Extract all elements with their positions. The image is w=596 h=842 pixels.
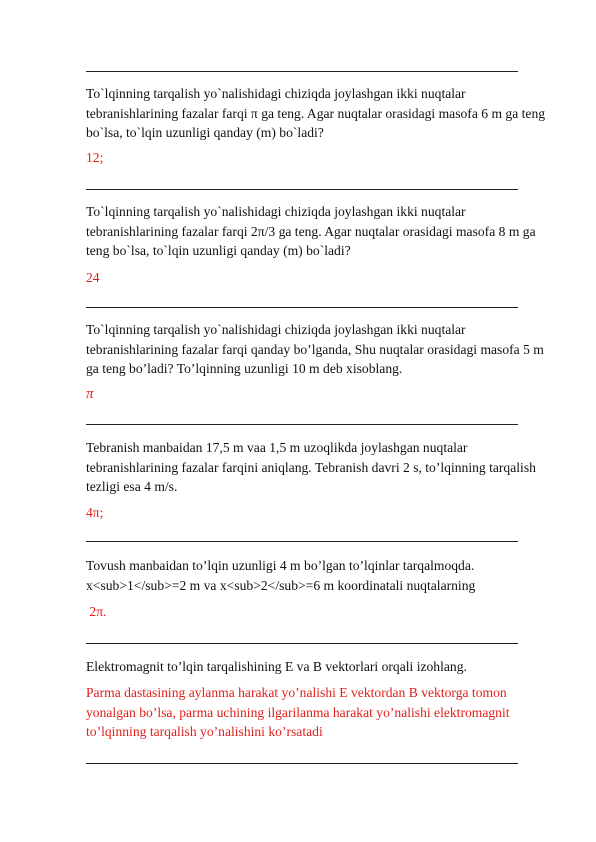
divider bbox=[86, 424, 518, 425]
divider bbox=[86, 71, 518, 72]
question-1: To`lqinning tarqalish yo`nalishidagi chiziqda joylashgan ikki nuqtalar tebranishlarining fazalar farqi π ga teng. Agar nuqtalar orasidagi masofa 6 m ga teng bo`lsa, to`lqin uzunligi qanday (m) bo`ladi? bbox=[86, 86, 546, 140]
answer-3: π bbox=[86, 386, 94, 402]
answer-4: 4π; bbox=[86, 505, 104, 520]
answer-2: 24 bbox=[86, 270, 100, 285]
answer-1: 12; bbox=[86, 150, 104, 165]
question-6: Elektromagnit to’lqin tarqalishining E va B vektorlari orqali izohlang. bbox=[86, 659, 467, 674]
divider bbox=[86, 541, 518, 542]
question-5: Tovush manbaidan to’lqin uzunligi 4 m bo’lgan to’lqinlar tarqalmoqda. x<sub>1</sub>=2 m va x<sub>2</sub>=6 m koordinatali nuqtalarning bbox=[86, 558, 476, 593]
question-2: To`lqinning tarqalish yo`nalishidagi chiziqda joylashgan ikki nuqtalar tebranishlarining fazalar farqi 2π/3 ga teng. Agar nuqtalar orasidagi masofa 8 m ga teng bo`lsa, to`lqin uzunligi qanday (m) bo`ladi? bbox=[86, 204, 536, 258]
answer-6: Parma dastasining aylanma harakat yo’nalishi E vektordan B vektorga tomon yonalgan bo’lsa, parma uchining ilgarilanma harakat yo’nalishi elektromagnit to’lqinning tarqalish yo’nalishini ko’rsatadi bbox=[86, 685, 510, 739]
question-4: Tebranish manbaidan 17,5 m vaa 1,5 m uzoqlikda joylashgan nuqtalar tebranishlarining fazalar farqini aniqlang. Tebranish davri 2 s, to’lqinning tarqalish tezligi esa 4 m/s. bbox=[86, 440, 536, 494]
divider bbox=[86, 189, 518, 190]
question-3: To`lqinning tarqalish yo`nalishidagi chiziqda joylashgan ikki nuqtalar tebranishlarining fazalar farqi qanday bo’lganda, Shu nuqtalar orasidagi masofa 5 m ga teng bo’ladi? To’lqinning uzunligi 10 m deb xisoblang. bbox=[86, 322, 544, 376]
divider bbox=[86, 307, 518, 308]
divider bbox=[86, 763, 518, 764]
divider bbox=[86, 643, 518, 644]
answer-5: 2π. bbox=[86, 604, 107, 619]
